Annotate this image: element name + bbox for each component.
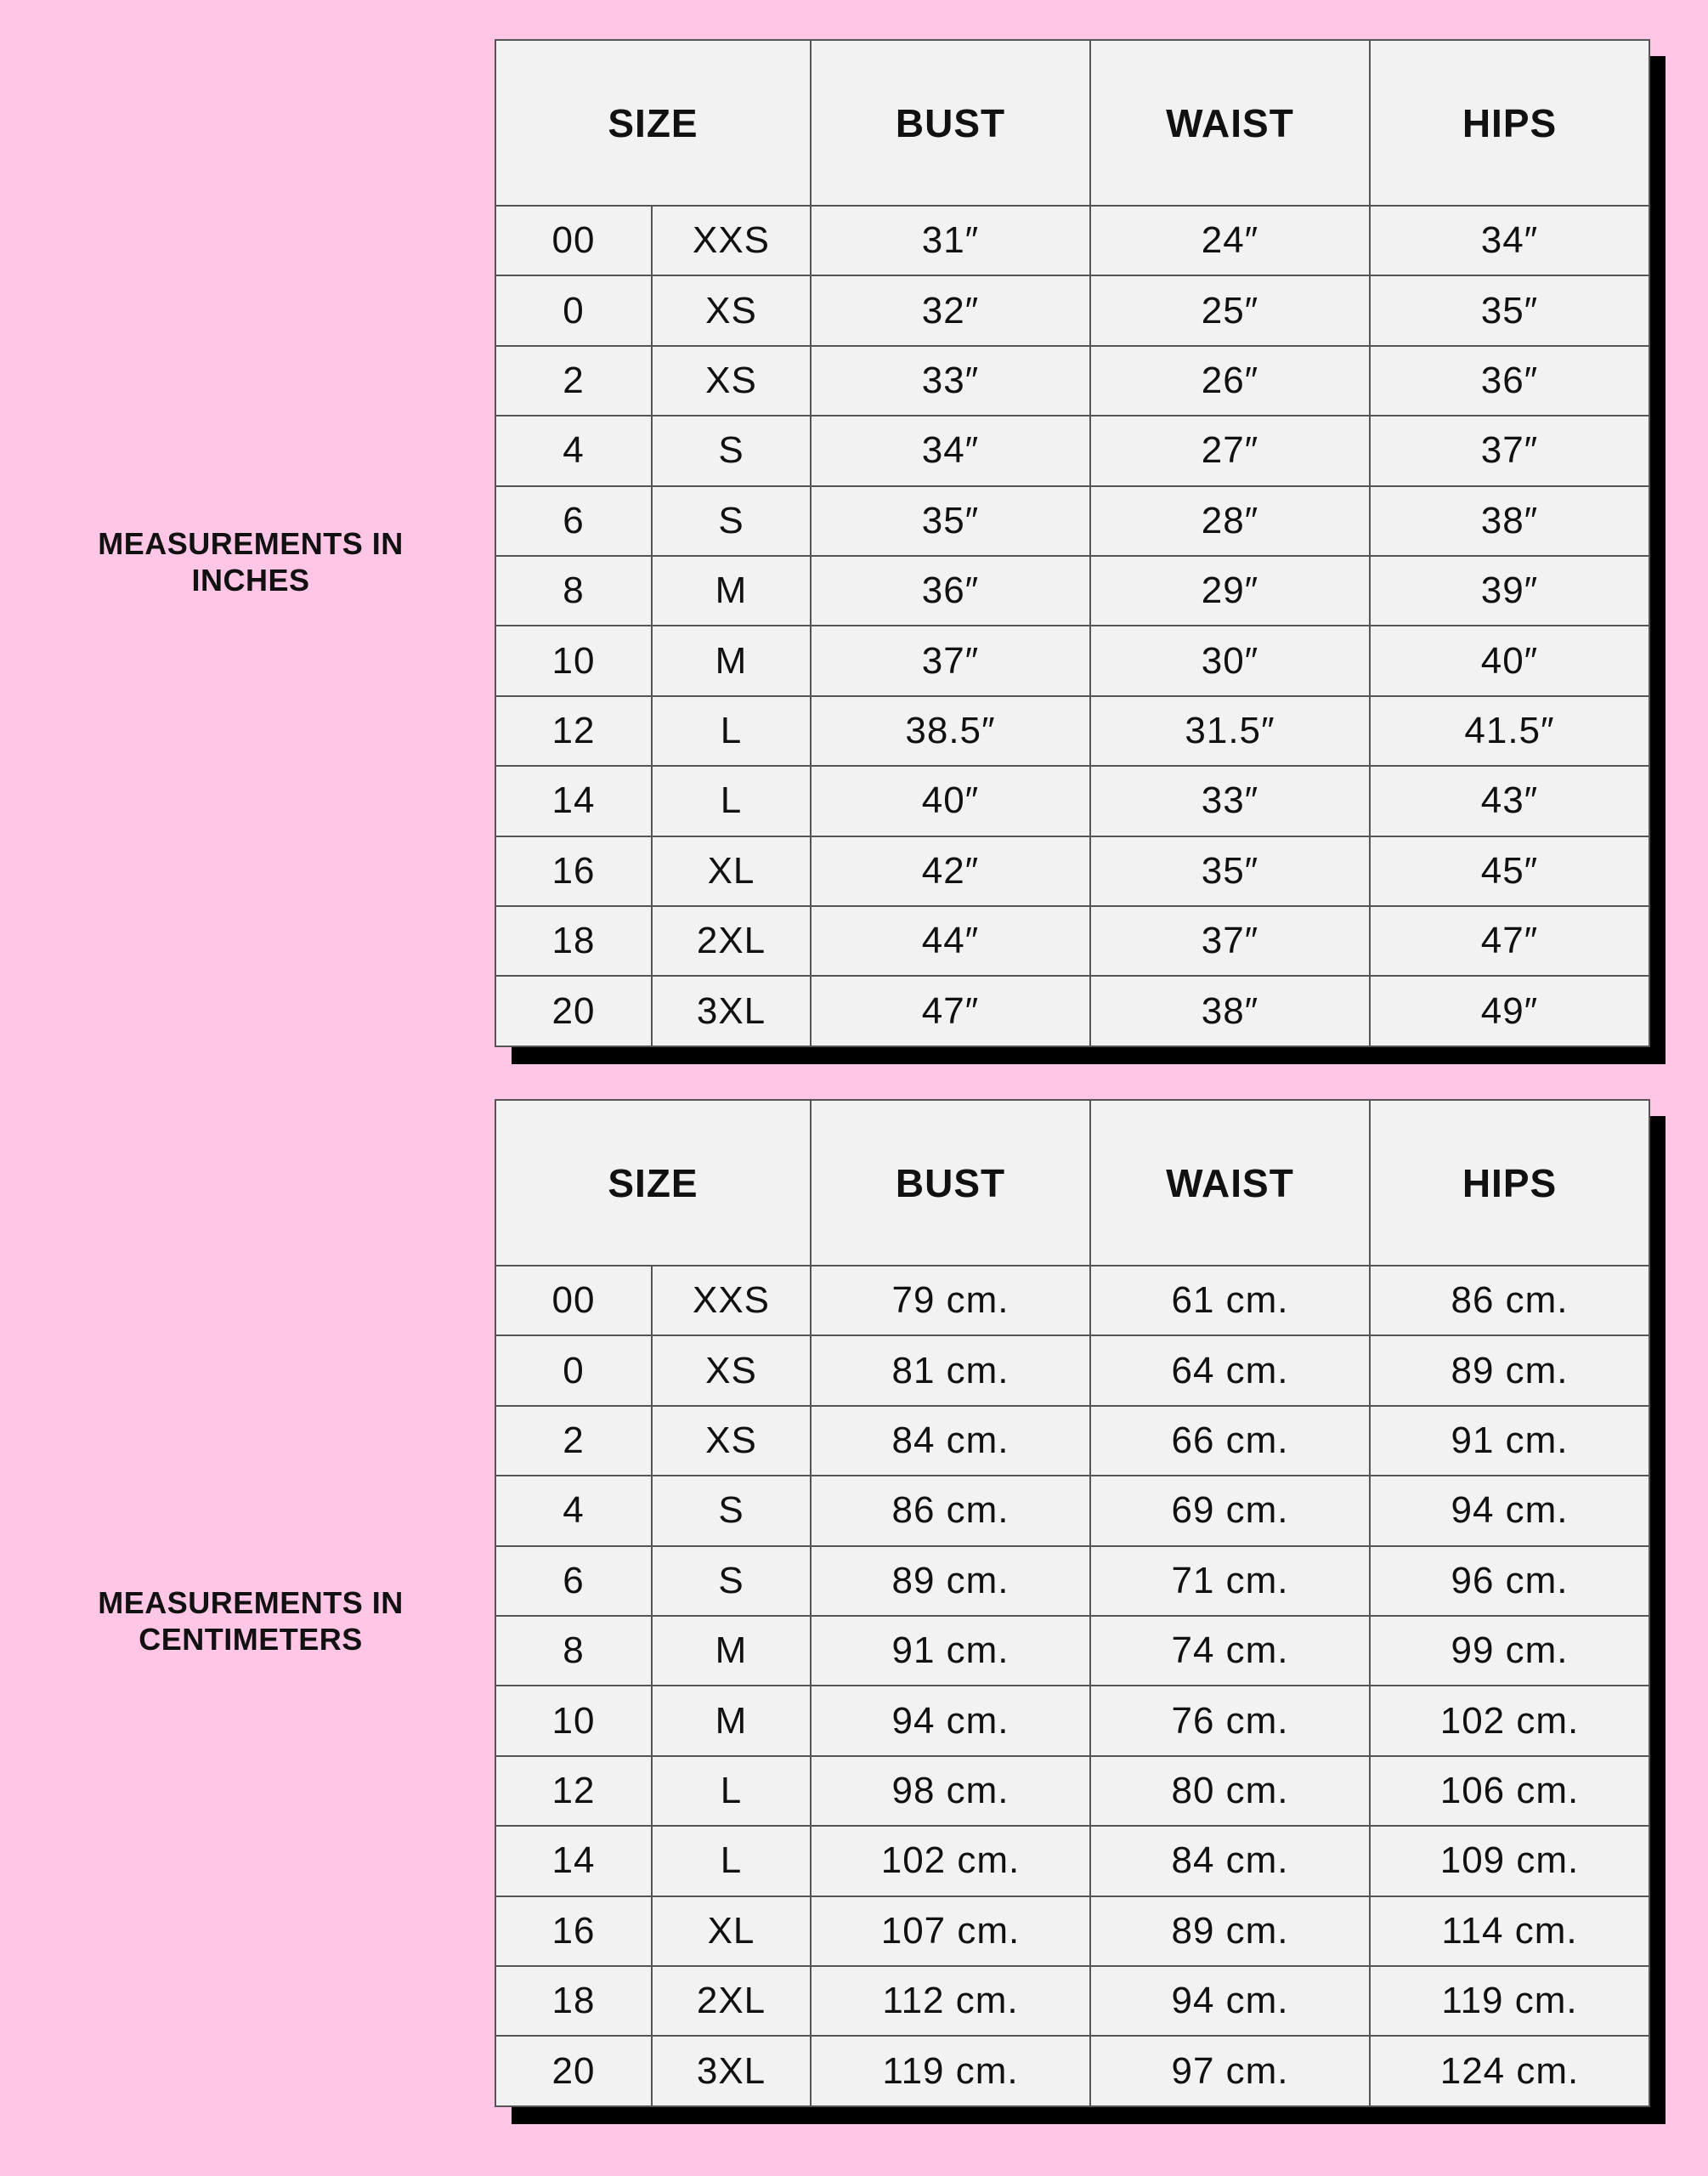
- table-row: [495, 1966, 1649, 2036]
- table-row: [495, 1266, 1649, 1335]
- size-number-cell: 16: [495, 1896, 652, 1966]
- inches-size-table: [495, 39, 1650, 1047]
- table-row: [495, 206, 1649, 275]
- size-letter-cell: XS: [652, 1406, 811, 1476]
- waist-cell: 71 cm.: [1090, 1546, 1370, 1616]
- table-row: [495, 1616, 1649, 1686]
- waist-cell: 80 cm.: [1090, 1756, 1370, 1826]
- table-row: [495, 696, 1649, 766]
- waist-cell: 37″: [1090, 906, 1370, 976]
- table-row: [495, 486, 1649, 556]
- bust-cell: 89 cm.: [811, 1546, 1090, 1616]
- inches-label-line2: INCHES: [191, 563, 310, 598]
- size-number-cell: 12: [495, 696, 652, 766]
- hips-cell: 40″: [1370, 626, 1649, 695]
- size-number-cell: 8: [495, 556, 652, 626]
- table-row: [495, 2036, 1649, 2106]
- table-row: [495, 556, 1649, 626]
- waist-cell: 27″: [1090, 416, 1370, 485]
- bust-cell: 81 cm.: [811, 1335, 1090, 1405]
- bust-cell: 32″: [811, 275, 1090, 345]
- inches-section-label: [76, 525, 425, 598]
- bust-cell: 112 cm.: [811, 1966, 1090, 2036]
- size-letter-cell: XS: [652, 346, 811, 416]
- size-letter-cell: L: [652, 1826, 811, 1896]
- header-bust: BUST: [811, 40, 1090, 206]
- waist-cell: 76 cm.: [1090, 1686, 1370, 1755]
- waist-cell: 97 cm.: [1090, 2036, 1370, 2106]
- size-letter-cell: M: [652, 626, 811, 695]
- table-row: [495, 416, 1649, 485]
- bust-cell: 94 cm.: [811, 1686, 1090, 1755]
- table-row: [495, 1406, 1649, 1476]
- table-row: [495, 346, 1649, 416]
- size-letter-cell: L: [652, 766, 811, 836]
- waist-cell: 64 cm.: [1090, 1335, 1370, 1405]
- centimeters-table-body: [495, 1266, 1649, 2106]
- size-number-cell: 6: [495, 486, 652, 556]
- size-number-cell: 2: [495, 346, 652, 416]
- size-number-cell: 8: [495, 1616, 652, 1686]
- table-row: [495, 976, 1649, 1046]
- inches-table-body: [495, 206, 1649, 1046]
- size-letter-cell: S: [652, 1476, 811, 1545]
- waist-cell: 30″: [1090, 626, 1370, 695]
- size-number-cell: 10: [495, 626, 652, 695]
- bust-cell: 37″: [811, 626, 1090, 695]
- table-row: [495, 275, 1649, 345]
- hips-cell: 47″: [1370, 906, 1649, 976]
- size-letter-cell: S: [652, 1546, 811, 1616]
- hips-cell: 39″: [1370, 556, 1649, 626]
- size-letter-cell: XS: [652, 1335, 811, 1405]
- size-letter-cell: 3XL: [652, 2036, 811, 2106]
- table-row: [495, 1335, 1649, 1405]
- header-hips: HIPS: [1370, 40, 1649, 206]
- waist-cell: 84 cm.: [1090, 1826, 1370, 1896]
- waist-cell: 94 cm.: [1090, 1966, 1370, 2036]
- hips-cell: 109 cm.: [1370, 1826, 1649, 1896]
- centimeters-size-table: [495, 1099, 1650, 2107]
- hips-cell: 37″: [1370, 416, 1649, 485]
- waist-cell: 29″: [1090, 556, 1370, 626]
- table-row: [495, 1476, 1649, 1545]
- waist-cell: 31.5″: [1090, 696, 1370, 766]
- bust-cell: 42″: [811, 836, 1090, 906]
- bust-cell: 31″: [811, 206, 1090, 275]
- size-letter-cell: L: [652, 696, 811, 766]
- size-letter-cell: 2XL: [652, 1966, 811, 2036]
- header-size: SIZE: [495, 40, 811, 206]
- waist-cell: 74 cm.: [1090, 1616, 1370, 1686]
- centimeters-table-container: [495, 1099, 1649, 2107]
- waist-cell: 38″: [1090, 976, 1370, 1046]
- size-letter-cell: 2XL: [652, 906, 811, 976]
- hips-cell: 86 cm.: [1370, 1266, 1649, 1335]
- size-letter-cell: XS: [652, 275, 811, 345]
- waist-cell: 26″: [1090, 346, 1370, 416]
- table-row: [495, 1546, 1649, 1616]
- size-letter-cell: S: [652, 486, 811, 556]
- inches-label-line1: MEASUREMENTS IN: [98, 526, 404, 561]
- hips-cell: 99 cm.: [1370, 1616, 1649, 1686]
- hips-cell: 38″: [1370, 486, 1649, 556]
- hips-cell: 96 cm.: [1370, 1546, 1649, 1616]
- hips-cell: 45″: [1370, 836, 1649, 906]
- size-number-cell: 4: [495, 1476, 652, 1545]
- table-row: [495, 836, 1649, 906]
- size-letter-cell: M: [652, 556, 811, 626]
- size-letter-cell: M: [652, 1686, 811, 1755]
- waist-cell: 69 cm.: [1090, 1476, 1370, 1545]
- header-waist: WAIST: [1090, 40, 1370, 206]
- waist-cell: 25″: [1090, 275, 1370, 345]
- size-number-cell: 0: [495, 1335, 652, 1405]
- size-number-cell: 18: [495, 906, 652, 976]
- hips-cell: 35″: [1370, 275, 1649, 345]
- bust-cell: 107 cm.: [811, 1896, 1090, 1966]
- inches-table-container: [495, 39, 1649, 1047]
- centimeters-label-line1: MEASUREMENTS IN: [98, 1585, 404, 1620]
- bust-cell: 79 cm.: [811, 1266, 1090, 1335]
- size-letter-cell: XXS: [652, 206, 811, 275]
- waist-cell: 24″: [1090, 206, 1370, 275]
- table-row: [495, 626, 1649, 695]
- header-size: SIZE: [495, 1100, 811, 1266]
- bust-cell: 86 cm.: [811, 1476, 1090, 1545]
- size-number-cell: 16: [495, 836, 652, 906]
- bust-cell: 84 cm.: [811, 1406, 1090, 1476]
- bust-cell: 98 cm.: [811, 1756, 1090, 1826]
- size-letter-cell: XL: [652, 1896, 811, 1966]
- size-number-cell: 4: [495, 416, 652, 485]
- table-row: [495, 1686, 1649, 1755]
- size-number-cell: 12: [495, 1756, 652, 1826]
- hips-cell: 36″: [1370, 346, 1649, 416]
- waist-cell: 33″: [1090, 766, 1370, 836]
- size-number-cell: 0: [495, 275, 652, 345]
- hips-cell: 106 cm.: [1370, 1756, 1649, 1826]
- hips-cell: 94 cm.: [1370, 1476, 1649, 1545]
- bust-cell: 34″: [811, 416, 1090, 485]
- size-number-cell: 20: [495, 976, 652, 1046]
- bust-cell: 47″: [811, 976, 1090, 1046]
- size-number-cell: 2: [495, 1406, 652, 1476]
- hips-cell: 114 cm.: [1370, 1896, 1649, 1966]
- bust-cell: 38.5″: [811, 696, 1090, 766]
- waist-cell: 66 cm.: [1090, 1406, 1370, 1476]
- table-header-row: [495, 40, 1649, 206]
- size-letter-cell: 3XL: [652, 976, 811, 1046]
- hips-cell: 124 cm.: [1370, 2036, 1649, 2106]
- size-letter-cell: L: [652, 1756, 811, 1826]
- table-row: [495, 1756, 1649, 1826]
- hips-cell: 91 cm.: [1370, 1406, 1649, 1476]
- waist-cell: 61 cm.: [1090, 1266, 1370, 1335]
- bust-cell: 91 cm.: [811, 1616, 1090, 1686]
- header-hips: HIPS: [1370, 1100, 1649, 1266]
- hips-cell: 43″: [1370, 766, 1649, 836]
- bust-cell: 40″: [811, 766, 1090, 836]
- size-letter-cell: XL: [652, 836, 811, 906]
- size-number-cell: 00: [495, 206, 652, 275]
- hips-cell: 89 cm.: [1370, 1335, 1649, 1405]
- waist-cell: 35″: [1090, 836, 1370, 906]
- centimeters-label-line2: CENTIMETERS: [139, 1622, 363, 1657]
- table-row: [495, 766, 1649, 836]
- hips-cell: 49″: [1370, 976, 1649, 1046]
- size-number-cell: 10: [495, 1686, 652, 1755]
- table-row: [495, 1826, 1649, 1896]
- size-number-cell: 6: [495, 1546, 652, 1616]
- size-number-cell: 14: [495, 766, 652, 836]
- bust-cell: 33″: [811, 346, 1090, 416]
- waist-cell: 89 cm.: [1090, 1896, 1370, 1966]
- hips-cell: 34″: [1370, 206, 1649, 275]
- header-bust: BUST: [811, 1100, 1090, 1266]
- size-number-cell: 14: [495, 1826, 652, 1896]
- size-letter-cell: XXS: [652, 1266, 811, 1335]
- bust-cell: 44″: [811, 906, 1090, 976]
- hips-cell: 102 cm.: [1370, 1686, 1649, 1755]
- centimeters-section-label: [76, 1584, 425, 1658]
- bust-cell: 119 cm.: [811, 2036, 1090, 2106]
- size-number-cell: 18: [495, 1966, 652, 2036]
- waist-cell: 28″: [1090, 486, 1370, 556]
- hips-cell: 119 cm.: [1370, 1966, 1649, 2036]
- table-row: [495, 906, 1649, 976]
- header-waist: WAIST: [1090, 1100, 1370, 1266]
- hips-cell: 41.5″: [1370, 696, 1649, 766]
- table-header-row: [495, 1100, 1649, 1266]
- size-number-cell: 20: [495, 2036, 652, 2106]
- bust-cell: 35″: [811, 486, 1090, 556]
- size-letter-cell: M: [652, 1616, 811, 1686]
- bust-cell: 36″: [811, 556, 1090, 626]
- size-number-cell: 00: [495, 1266, 652, 1335]
- table-row: [495, 1896, 1649, 1966]
- size-letter-cell: S: [652, 416, 811, 485]
- bust-cell: 102 cm.: [811, 1826, 1090, 1896]
